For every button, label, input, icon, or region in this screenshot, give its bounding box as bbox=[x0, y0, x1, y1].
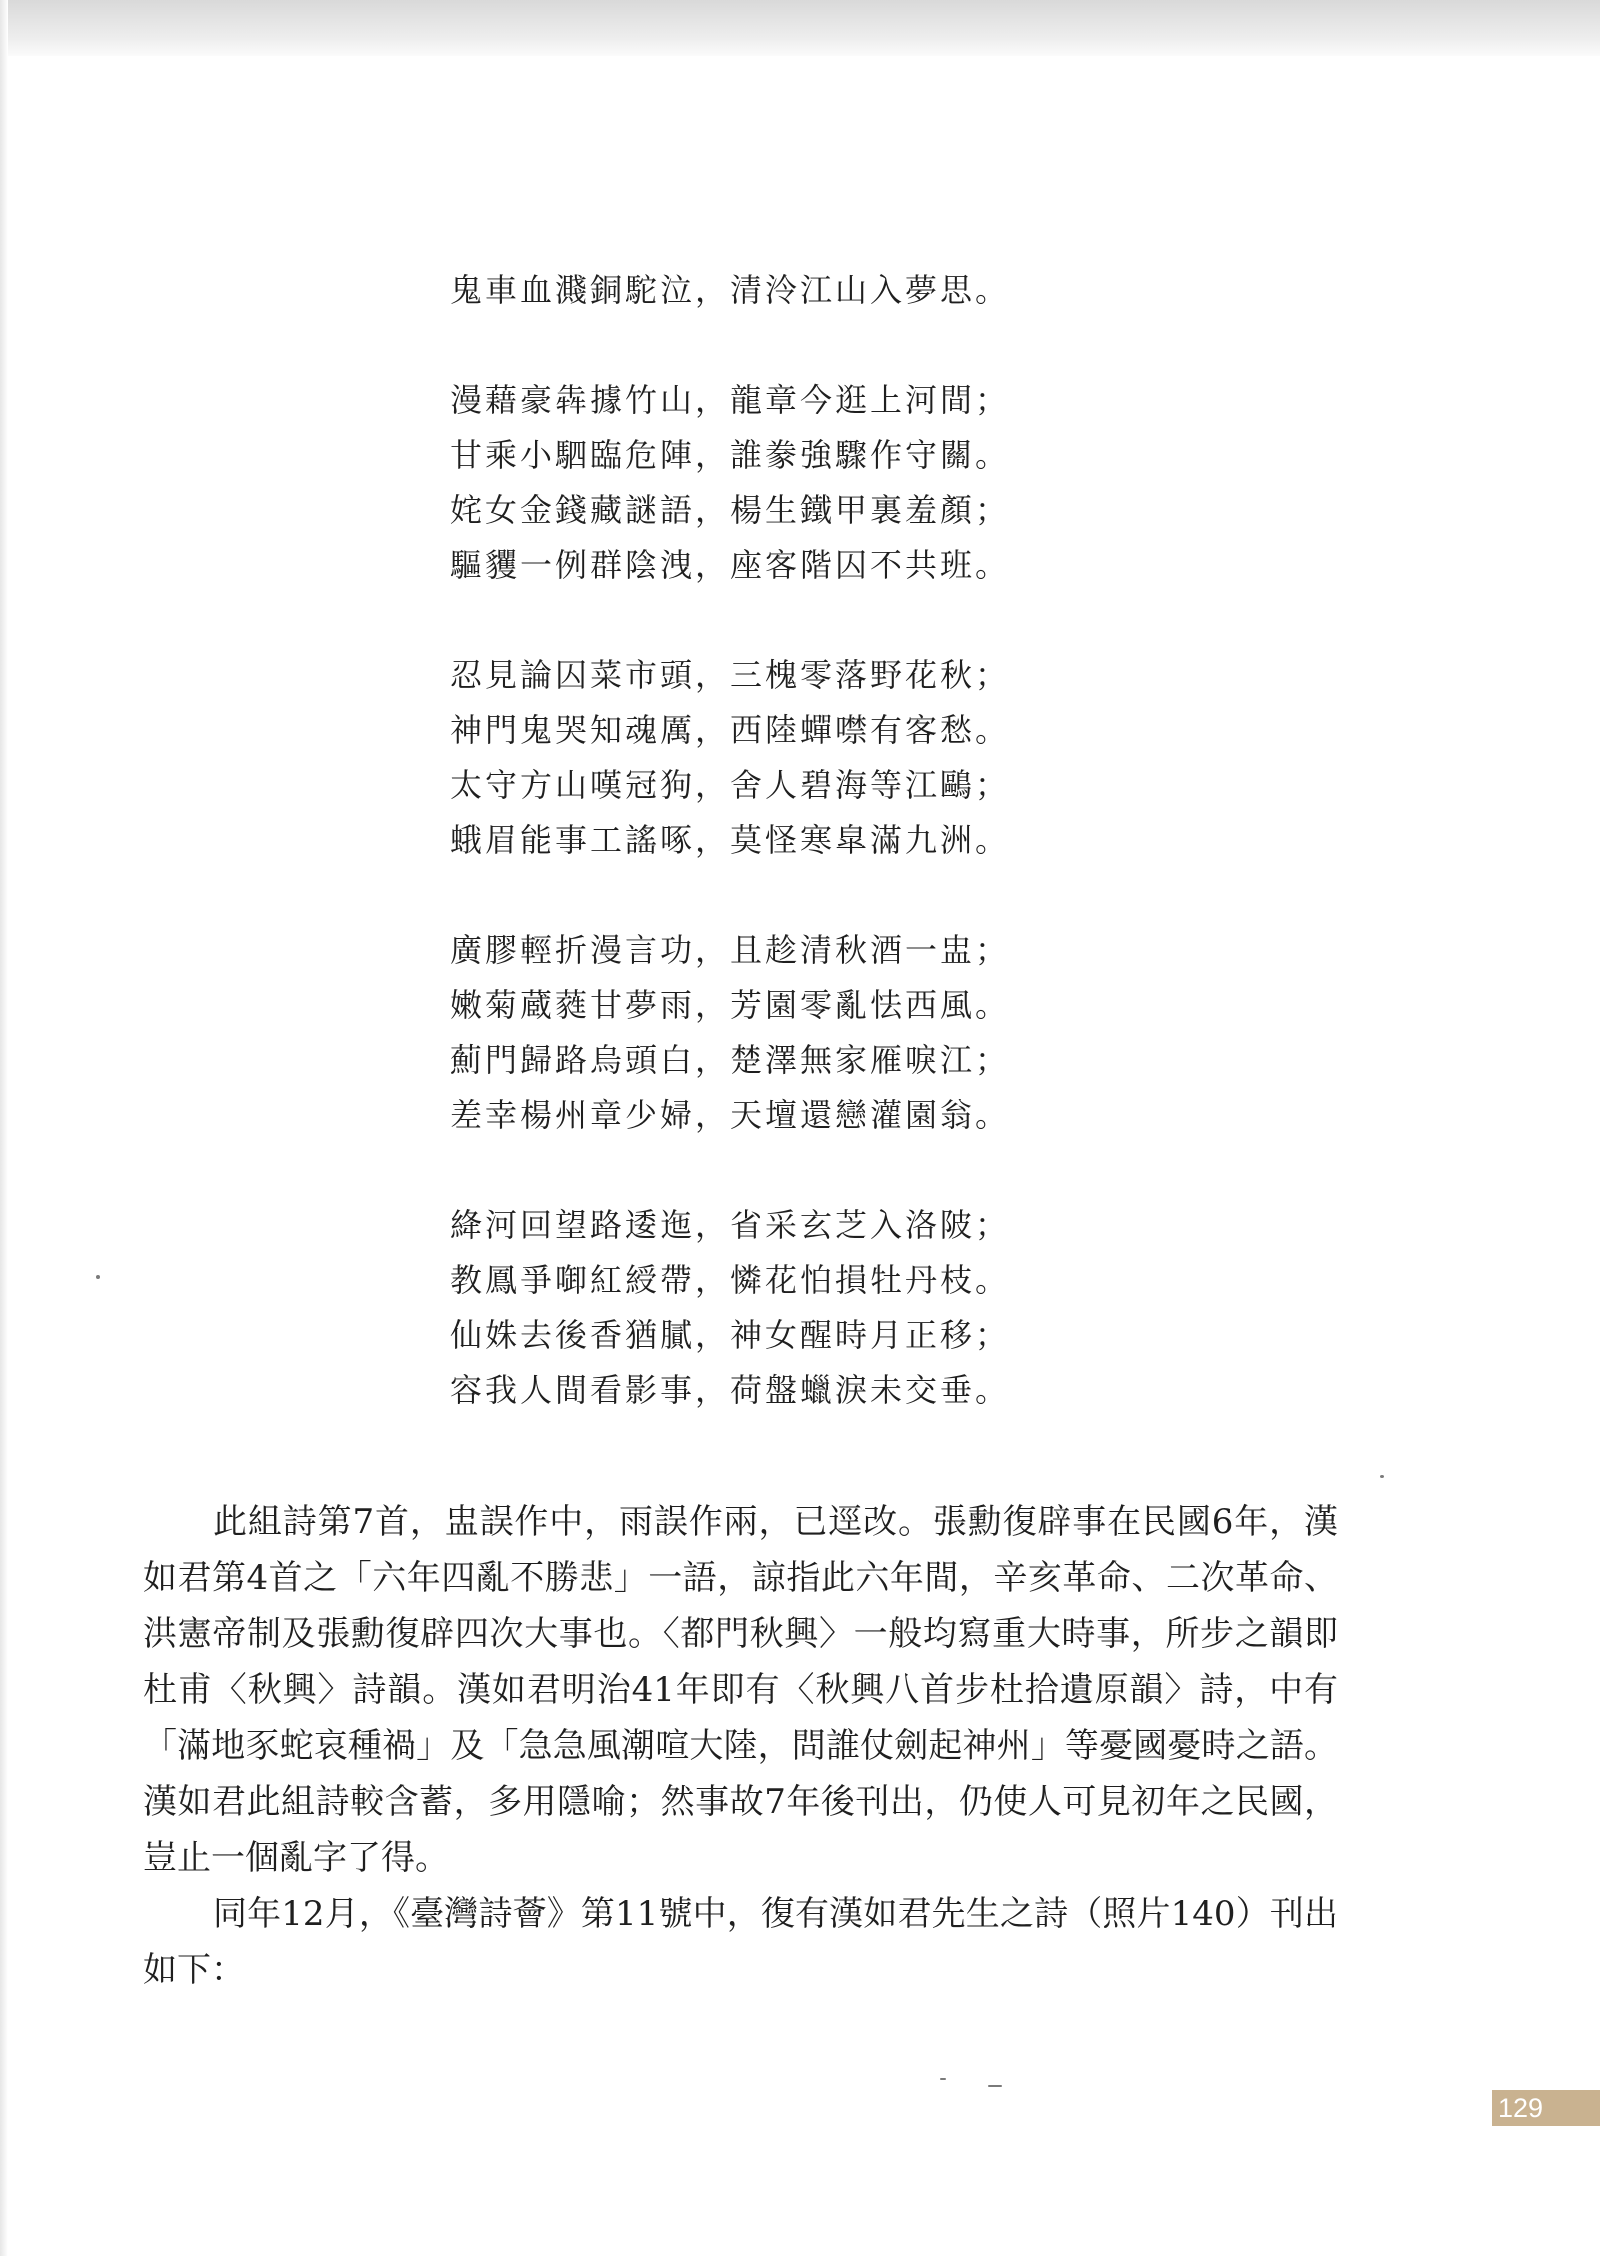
scan-speck bbox=[940, 2078, 946, 2080]
poem-line: 薊門歸路烏頭白，楚澤無家雁唳江； bbox=[450, 1041, 1011, 1079]
scan-speck bbox=[1380, 1475, 1384, 1478]
scan-top-edge bbox=[0, 0, 1600, 56]
poem-stanza-3 bbox=[450, 648, 1170, 868]
poem-stanza-4 bbox=[450, 923, 1170, 1143]
poem-block bbox=[450, 263, 1170, 1473]
poem-line: 驅貜一例群陰洩，座客階囚不共班。 bbox=[450, 546, 1011, 584]
poem-line: 太守方山嘆冠狗，舍人碧海等江鷗； bbox=[450, 766, 1011, 804]
poem-stanza-1 bbox=[450, 263, 1170, 318]
commentary-text bbox=[143, 1494, 1338, 1998]
poem-line: 姹女金錢藏謎語，楊生鐵甲裏羞顏； bbox=[450, 491, 1011, 529]
poem-line: 差幸楊州章少婦，天壇還戀灌園翁。 bbox=[450, 1096, 1011, 1134]
poem-stanza-2 bbox=[450, 373, 1170, 593]
poem-line: 廣膠輕折漫言功，且趁清秋酒一盅； bbox=[450, 931, 1011, 969]
scan-speck bbox=[96, 1275, 100, 1279]
poem-line: 容我人間看影事，荷盤蠟淚未交垂。 bbox=[450, 1371, 1011, 1409]
poem-stanza-5 bbox=[450, 1198, 1170, 1418]
poem-line: 嫩菊蔵蕤甘夢雨，芳園零亂怯西風。 bbox=[450, 986, 1011, 1024]
page-number: 129 bbox=[1492, 2090, 1600, 2126]
commentary-paragraph: 此組詩第7首，盅誤作中，雨誤作兩，已逕改。張勳復辟事在民國6年，漢如君第4首之「六年四亂不勝悲」一語，諒指此六年間，辛亥革命、二次革命、洪憲帝制及張勳復辟四次大事也。〈都門秋興〉一般均寫重大時事，所步之韻即杜甫〈秋興〉詩韻。漢如君明治41年即有〈秋興八首步杜拾遺原韻〉詩，中有「滿地豕蛇哀種禍」及「急急風潮喧大陸，問誰仗劍起神州」等憂國憂時之語。漢如君此組詩較含蓄，多用隱喻；然事故7年後刊出，仍使人可見初年之民國，豈止一個亂字了得。 bbox=[143, 1502, 1338, 1878]
poem-line: 蛾眉能事工謠啄，莫怪寒皐滿九洲。 bbox=[450, 821, 1011, 859]
poem-line: 教鳳爭啣紅綬帶，憐花怕損牡丹枝。 bbox=[450, 1261, 1011, 1299]
poem-line: 絳河回望路逶迤，省采玄芝入洛陂； bbox=[450, 1206, 1011, 1244]
poem-line: 甘乘小駟臨危陣，誰豢強驟作守關。 bbox=[450, 436, 1011, 474]
poem-line: 鬼車血濺銅駝泣，清泠江山入夢思。 bbox=[450, 271, 1011, 309]
poem-line: 忍見論囚菜市頭，三槐零落野花秋； bbox=[450, 656, 1011, 694]
poem-line: 漫藉豪犇據竹山，龍章今逛上河間； bbox=[450, 381, 1011, 419]
poem-line: 仙姝去後香猶膩，神女醒時月正移； bbox=[450, 1316, 1011, 1354]
scan-speck bbox=[988, 2085, 1002, 2087]
commentary-paragraph: 同年12月，《臺灣詩薈》第11號中，復有漢如君先生之詩（照片140）刊出如下： bbox=[143, 1894, 1338, 1990]
scan-left-edge bbox=[0, 0, 8, 2256]
poem-line: 神門鬼哭知魂厲，西陸蟬噤有客愁。 bbox=[450, 711, 1011, 749]
